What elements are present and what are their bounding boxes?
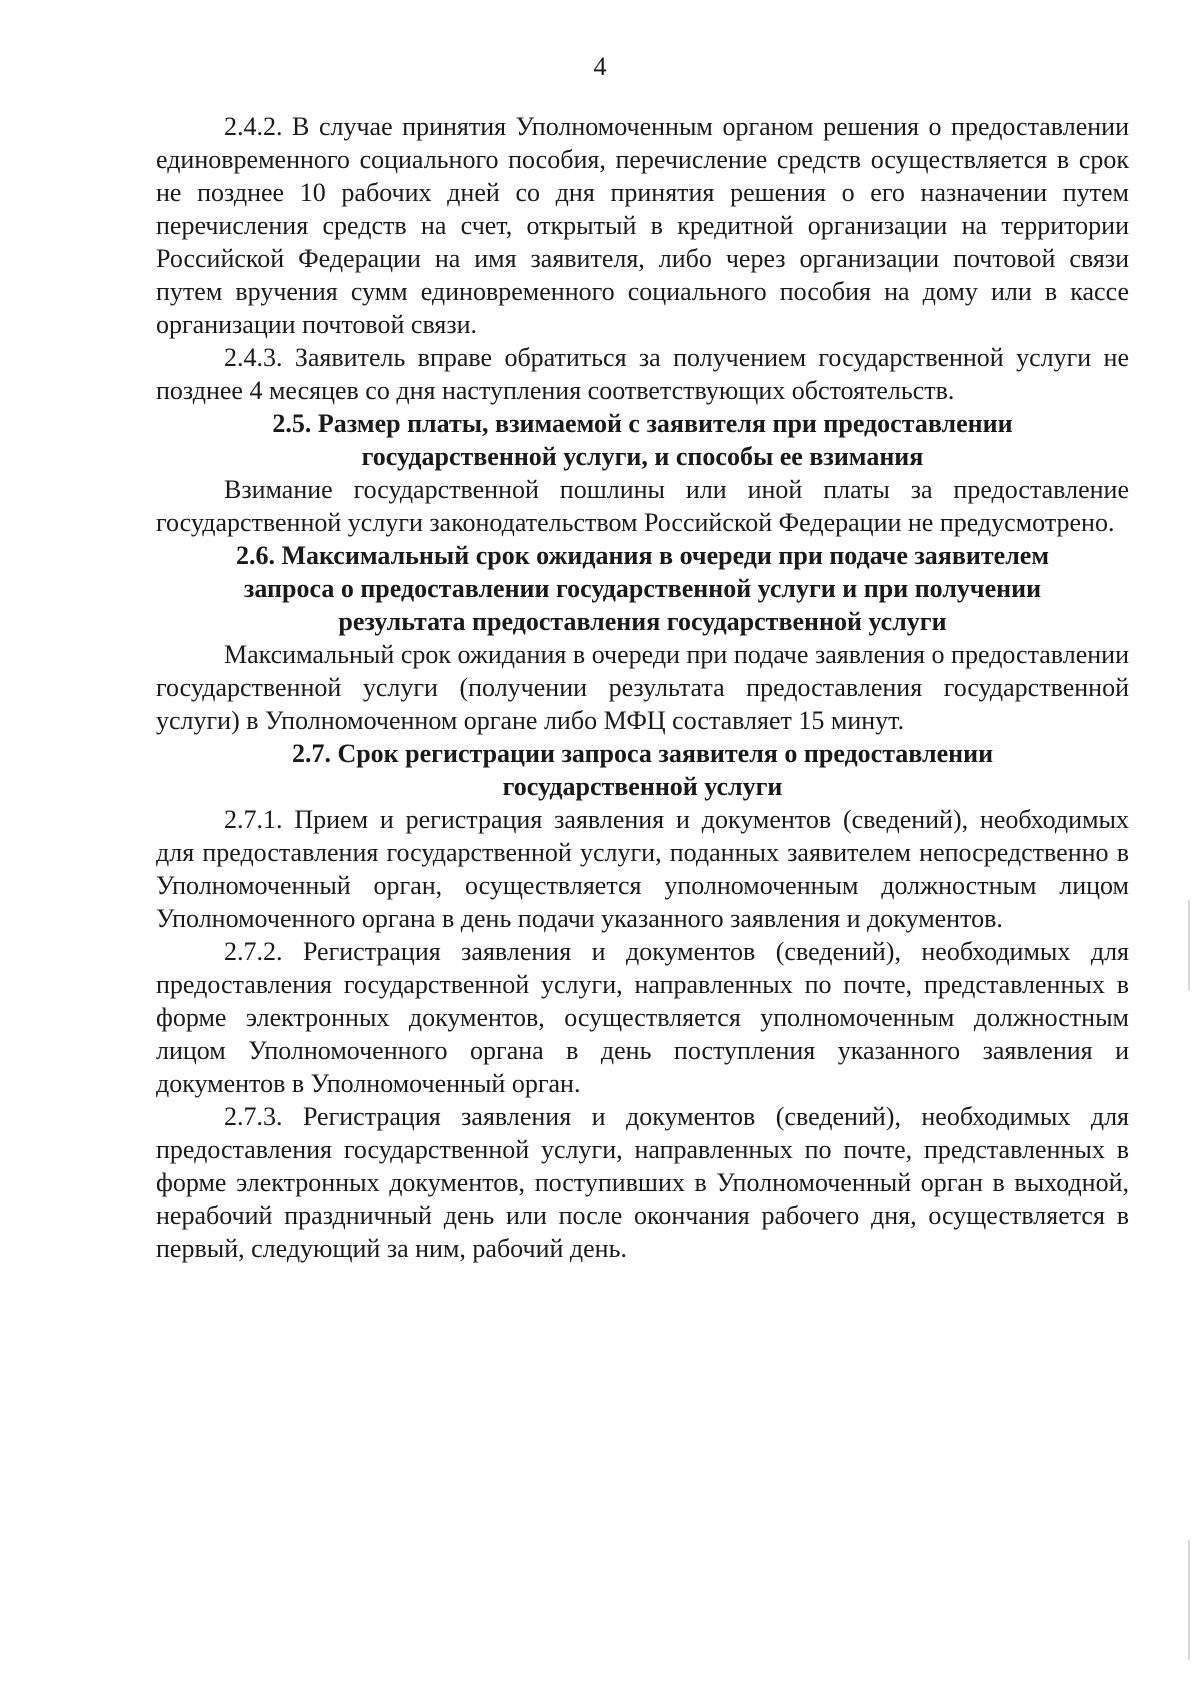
scan-artifact	[1188, 1540, 1190, 1660]
paragraph-2-7-3: 2.7.3. Регистрация заявления и документов (сведений), необходимых для предоставления государственной услуги, направленных по почте, представленных в форме электронных документов, поступивших в Уполномоченный орган в выходной, нерабочий праздничный день или после окончания рабочего дня, осуществляется в первый, следующий за ним, рабочий день.	[156, 1102, 1129, 1263]
scan-artifact	[1188, 900, 1190, 990]
paragraph-2-4-3: 2.4.3. Заявитель вправе обратиться за получением государственной услуги не позднее 4 месяцев со дня наступления соответствующих обстоятельств.	[156, 343, 1129, 405]
heading-2-6: 2.6. Максимальный срок ожидания в очереди при подаче заявителем запроса о предоставлении государственной услуги и при получении результата предоставления государственной услуги	[235, 541, 1050, 636]
paragraph-2-6: Максимальный срок ожидания в очереди при подаче заявления о предоставлении государственной услуги (получении результата предоставления государственной услуги) в Уполномоченном органе либо МФЦ составляет 15 минут.	[156, 640, 1129, 735]
paragraph-2-4-2: 2.4.2. В случае принятия Уполномоченным органом решения о предоставлении единовременного социального пособия, перечисление средств осуществляется в срок не позднее 10 рабочих дней со дня принятия решения о его назначении путем перечисления средств на счет, открытый в кредитной организации на территории Российской Федерации на имя заявителя, либо через организации почтовой связи путем вручения сумм единовременного социального пособия на дому или в кассе организации почтовой связи.	[156, 112, 1129, 339]
paragraph-2-7-1: 2.7.1. Прием и регистрация заявления и документов (сведений), необходимых для предоставления государственной услуги, поданных заявителем непосредственно в Уполномоченный орган, осуществляется уполномоченным должностным лицом Уполномоченного органа в день подачи указанного заявления и документов.	[156, 805, 1129, 933]
heading-2-7: 2.7. Срок регистрации запроса заявителя о предоставлении государственной услуги	[291, 739, 994, 801]
paragraph-2-5: Взимание государственной пошлины или иной платы за предоставление государственной услуги законодательством Российской Федерации не предусмотрено.	[156, 475, 1129, 537]
paragraph-2-7-2: 2.7.2. Регистрация заявления и документов (сведений), необходимых для предоставления государственной услуги, направленных по почте, представленных в форме электронных документов, осуществляется уполномоченным должностным лицом Уполномоченного органа в день поступления указанного заявления и документов в Уполномоченный орган.	[156, 937, 1129, 1098]
heading-2-5: 2.5. Размер платы, взимаемой с заявителя при предоставлении государственной услуги, и способы ее взимания	[272, 409, 1013, 471]
page-number: 4	[593, 52, 607, 81]
document-body	[156, 110, 1129, 1265]
